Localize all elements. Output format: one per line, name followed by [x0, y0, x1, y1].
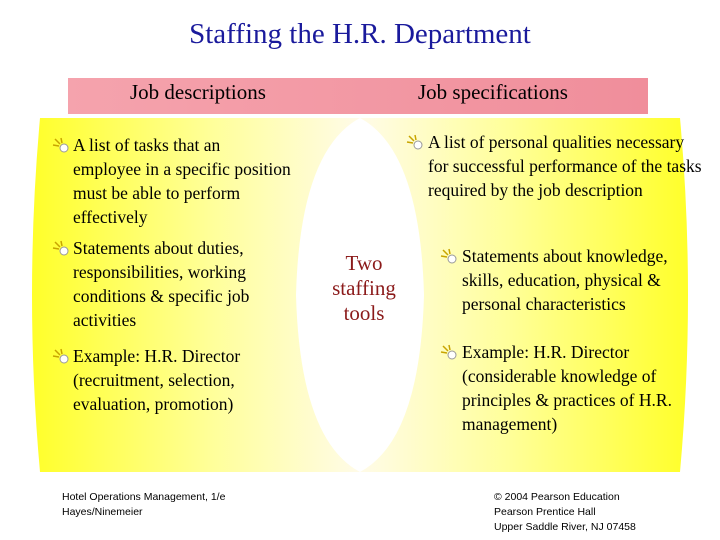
- center-line-2: staffing: [332, 276, 396, 300]
- left-bullet-2: [52, 236, 292, 332]
- right-bullet-3: [440, 340, 708, 436]
- center-line-3: tools: [343, 301, 385, 325]
- bullet-text: Example: H.R. Director (recruitment, selection, evaluation, promotion): [73, 346, 241, 414]
- left-bullet-1: [52, 133, 292, 229]
- bullet-text: Statements about duties, responsibilities, working conditions & specific job activities: [73, 238, 250, 330]
- footer-right: [494, 490, 636, 535]
- footer-right-line-2: Pearson Prentice Hall: [494, 506, 596, 518]
- bullet-icon: [52, 348, 72, 364]
- footer-left-line-2: Hayes/Ninemeier: [62, 506, 143, 518]
- page-title: Staffing the H.R. Department: [189, 18, 531, 50]
- footer-left: [62, 490, 225, 520]
- center-line-1: Two: [345, 251, 383, 275]
- bullet-text: Example: H.R. Director (considerable knowledge of principles & practices of H.R. management): [462, 342, 672, 434]
- bullet-icon: [52, 137, 72, 153]
- left-header: Job descriptions: [130, 80, 266, 104]
- bullet-icon: [440, 344, 460, 360]
- right-header: Job specifications: [418, 80, 568, 104]
- bullet-icon: [440, 248, 460, 264]
- bullet-icon: [406, 134, 426, 150]
- right-bullet-2: [440, 244, 708, 316]
- footer-right-line-3: Upper Saddle River, NJ 07458: [494, 521, 636, 533]
- footer-right-line-1: © 2004 Pearson Education: [494, 491, 620, 503]
- bullet-icon: [52, 240, 72, 256]
- center-label: [314, 251, 414, 326]
- right-bullet-1: [406, 130, 706, 202]
- bullet-text: A list of tasks that an employee in a specific position must be able to perform effectively: [73, 135, 291, 227]
- footer-left-line-1: Hotel Operations Management, 1/e: [62, 491, 226, 503]
- bullet-text: A list of personal qualities necessary for successful performance of the tasks required by the job description: [428, 132, 702, 200]
- left-bullet-3: [52, 344, 292, 416]
- bullet-text: Statements about knowledge, skills, education, physical & personal characteristics: [462, 246, 668, 314]
